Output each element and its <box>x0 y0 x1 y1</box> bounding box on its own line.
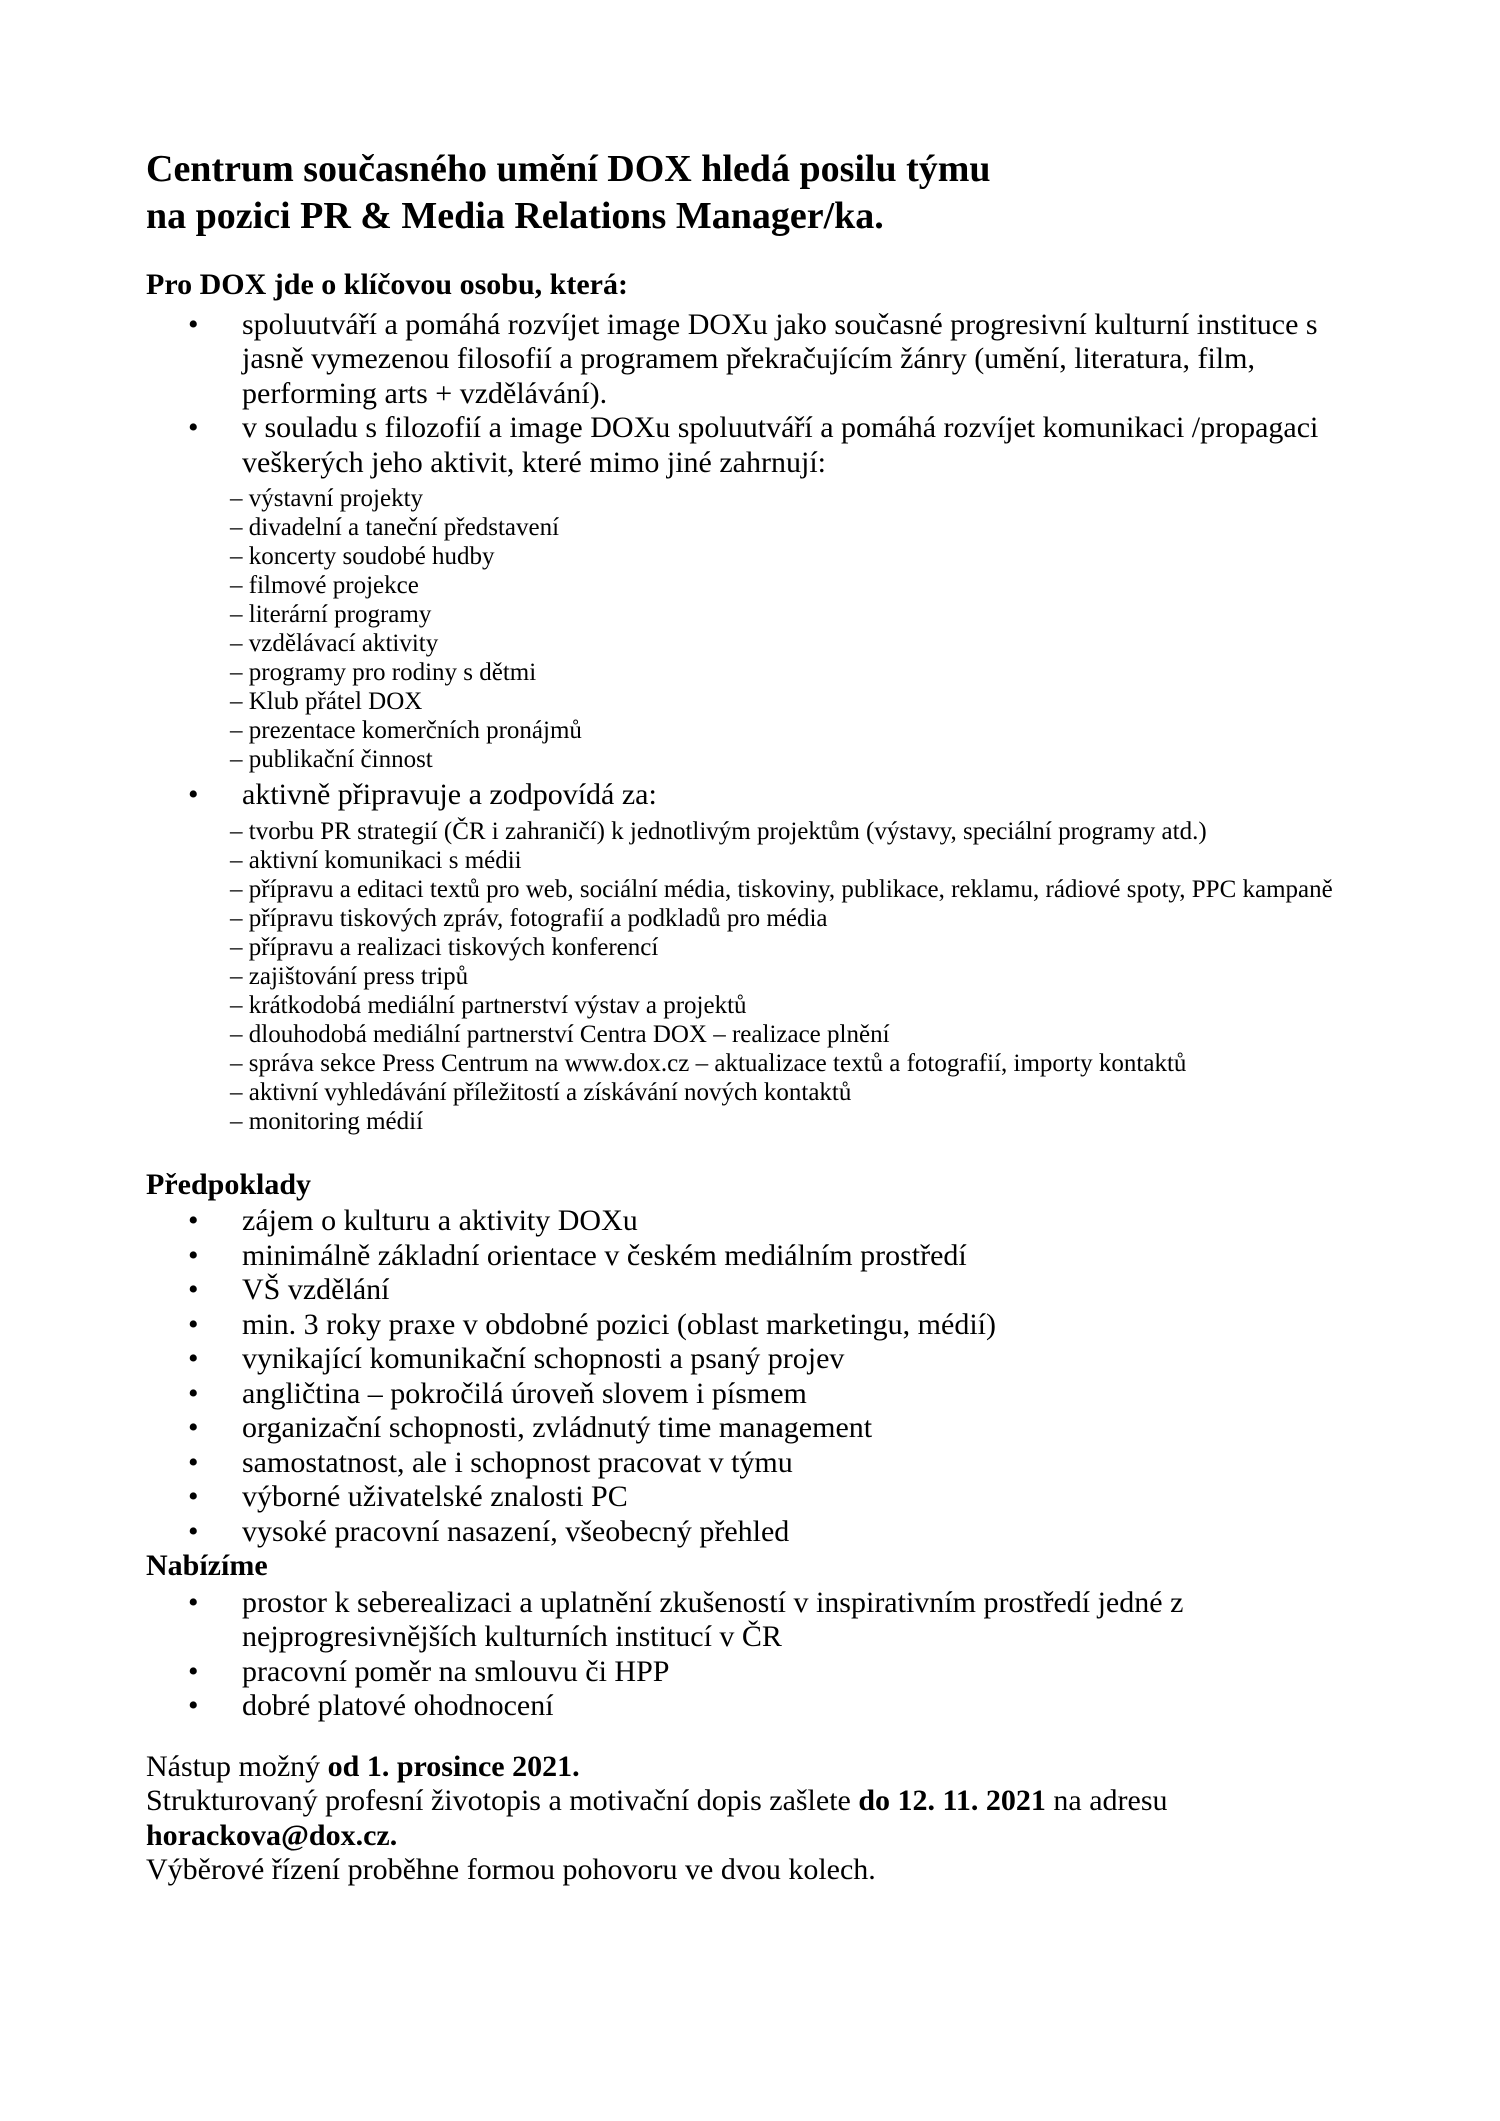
dash-item-text: prezentace komerčních pronájmů <box>248 717 582 744</box>
job-title-line1: Centrum současného umění DOX hledá posilu týmu <box>146 148 991 190</box>
bullet-marker: • <box>188 1514 199 1548</box>
list-item-text: pracovní poměr na smlouvu či HPP <box>242 1654 670 1688</box>
dash-item-text: Klub přátel DOX <box>248 688 423 715</box>
list-item-text: výborné uživatelské znalosti PC <box>242 1480 628 1513</box>
list-item <box>146 1689 1354 1724</box>
dash-sublist <box>146 817 1354 1136</box>
list-item-text: v souladu s filozofií a image DOXu spoluutváří a pomáhá rozvíjet komunikaci /propagaci veškerých jeho aktivit, které mimo jiné zahrnují: <box>242 411 1319 479</box>
bullet-marker: • <box>188 1585 199 1619</box>
dash-item-text: literární programy <box>248 601 432 628</box>
bullet-marker: • <box>188 307 199 341</box>
dash-sublist <box>146 484 1354 774</box>
closing-line <box>146 1784 1354 1819</box>
dash-item <box>146 571 1354 600</box>
job-title <box>146 146 1354 240</box>
dash-item-text: tvorbu PR strategií (ČR i zahraničí) k jednotlivým projektům (výstavy, speciální programy atd.) <box>248 817 1207 845</box>
list-item-text: min. 3 roky praxe v obdobné pozici (oblast marketingu, médií) <box>242 1307 996 1341</box>
dash-marker: – <box>230 933 243 961</box>
bullet-marker: • <box>188 1411 199 1444</box>
list-item <box>146 1377 1354 1412</box>
dash-marker: – <box>230 1078 243 1106</box>
job-title-line2: na pozici PR & Media Relations Manager/ka. <box>146 195 884 237</box>
list-item <box>146 1411 1354 1446</box>
bullet-marker: • <box>188 1689 199 1722</box>
bullet-marker: • <box>188 1654 199 1688</box>
dash-marker: – <box>230 875 243 903</box>
list-item <box>146 1480 1354 1515</box>
list-item <box>146 1515 1354 1550</box>
list-item-text: vysoké pracovní nasazení, všeobecný přehled <box>242 1514 790 1548</box>
dash-item-text: výstavní projekty <box>248 485 424 512</box>
requirements-list <box>146 1204 1354 1549</box>
dash-item <box>146 991 1354 1020</box>
dash-marker: – <box>230 543 243 570</box>
dash-item-text: monitoring médií <box>248 1107 424 1135</box>
dash-item-text: přípravu tiskových zpráv, fotografií a podkladů pro média <box>248 904 828 932</box>
offer-heading: Nabízíme <box>146 1549 268 1582</box>
dash-marker: – <box>230 817 243 845</box>
list-item <box>146 1342 1354 1377</box>
dash-marker: – <box>230 1020 243 1048</box>
list-item-text: zájem o kulturu a aktivity DOXu <box>242 1204 638 1237</box>
dash-marker: – <box>230 962 243 990</box>
dash-item <box>146 629 1354 658</box>
dash-item <box>146 513 1354 542</box>
dash-item <box>146 846 1354 875</box>
dash-item-text: vzdělávací aktivity <box>248 630 439 657</box>
dash-marker: – <box>230 717 243 744</box>
dash-marker: – <box>230 601 243 628</box>
closing-text: Nástup možný <box>146 1749 328 1783</box>
list-item <box>146 411 1354 480</box>
dash-item <box>146 1107 1354 1136</box>
bullet-marker: • <box>188 1204 199 1237</box>
dash-marker: – <box>230 904 243 932</box>
list-item <box>146 1239 1354 1274</box>
dash-item <box>146 962 1354 991</box>
dash-marker: – <box>230 688 243 715</box>
dash-marker: – <box>230 630 243 657</box>
list-item-text: samostatnost, ale i schopnost pracovat v týmu <box>242 1445 793 1479</box>
requirements-heading: Předpoklady <box>146 1167 312 1201</box>
closing-line <box>146 1853 1354 1888</box>
dash-item <box>146 1020 1354 1049</box>
dash-marker: – <box>230 846 243 874</box>
dash-item-text: filmové projekce <box>248 572 419 599</box>
dash-item-text: zajištování press tripů <box>248 962 469 990</box>
intro-heading: Pro DOX jde o klíčovou osobu, která: <box>146 268 628 301</box>
dash-item <box>146 687 1354 716</box>
dash-item <box>146 716 1354 745</box>
dash-item <box>146 875 1354 904</box>
dash-item <box>146 484 1354 513</box>
dash-marker: – <box>230 1107 243 1135</box>
dash-item <box>146 658 1354 687</box>
list-item-text: minimálně základní orientace v českém mediálním prostředí <box>242 1238 967 1272</box>
closing-text: na adresu <box>1045 1784 1168 1817</box>
closing-text: od 1. prosince 2021. <box>327 1749 580 1783</box>
list-item <box>146 1446 1354 1481</box>
dash-item-text: správa sekce Press Centrum na www.dox.cz – aktualizace textů a fotografií, importy kontaktů <box>248 1049 1187 1077</box>
email-address: horackova@dox.cz. <box>146 1818 398 1852</box>
offer-list <box>146 1586 1354 1724</box>
closing-text: do 12. 11. 2021 <box>858 1784 1046 1817</box>
dash-marker: – <box>230 746 243 773</box>
dash-item-text: dlouhodobá mediální partnerství Centra DOX – realizace plnění <box>248 1020 890 1048</box>
bullet-marker: • <box>188 778 199 811</box>
dash-item-text: divadelní a taneční představení <box>248 514 560 541</box>
dash-item <box>146 542 1354 571</box>
bullet-marker: • <box>188 1342 199 1375</box>
list-item <box>146 1204 1354 1239</box>
list-item-text: VŠ vzdělání <box>242 1273 390 1306</box>
dash-item <box>146 600 1354 629</box>
dash-item-text: koncerty soudobé hudby <box>248 543 495 570</box>
list-item <box>146 778 1354 813</box>
dash-item-text: přípravu a editaci textů pro web, sociální média, tiskoviny, publikace, reklamu, rádiové spoty, PPC kampaně <box>248 875 1333 903</box>
list-item <box>146 1655 1354 1690</box>
dash-marker: – <box>230 659 243 686</box>
closing-text: Strukturovaný profesní životopis a motivační dopis zašlete <box>146 1784 859 1817</box>
list-item-text: organizační schopnosti, zvládnutý time management <box>242 1411 873 1444</box>
list-item-text: vynikající komunikační schopnosti a psaný projev <box>242 1342 845 1375</box>
dash-item-text: krátkodobá mediální partnerství výstav a projektů <box>248 991 747 1019</box>
dash-item-text: programy pro rodiny s dětmi <box>248 659 537 686</box>
closing-text: Výběrové řízení proběhne formou pohovoru ve dvou kolech. <box>146 1853 876 1886</box>
dash-item <box>146 904 1354 933</box>
bullet-marker: • <box>188 1445 199 1479</box>
list-item <box>146 1273 1354 1308</box>
dash-marker: – <box>230 991 243 1019</box>
dash-item <box>146 1049 1354 1078</box>
bullet-marker: • <box>188 1480 199 1513</box>
intro-list <box>146 308 1354 1136</box>
list-item <box>146 308 1354 412</box>
bullet-marker: • <box>188 1307 199 1341</box>
closing-paragraph <box>146 1750 1354 1888</box>
list-item-text: dobré platové ohodnocení <box>242 1689 554 1722</box>
dash-item-text: publikační činnost <box>248 746 433 773</box>
dash-item <box>146 745 1354 774</box>
closing-line <box>146 1819 1354 1854</box>
dash-item <box>146 933 1354 962</box>
bullet-marker: • <box>188 1238 199 1272</box>
dash-item-text: aktivní komunikaci s médii <box>248 846 522 874</box>
dash-marker: – <box>230 1049 243 1077</box>
list-item-text: prostor k seberealizaci a uplatnění zkušeností v inspirativním prostředí jedné z nejprogresivnějších kulturních institucí v ČR <box>242 1585 1184 1653</box>
dash-item <box>146 1078 1354 1107</box>
closing-line <box>146 1750 1354 1785</box>
dash-item-text: přípravu a realizaci tiskových konferencí <box>248 933 659 961</box>
bullet-marker: • <box>188 1376 199 1410</box>
dash-item <box>146 817 1354 846</box>
dash-marker: – <box>230 514 243 541</box>
list-item-text: aktivně připravuje a zodpovídá za: <box>242 778 657 811</box>
dash-item-text: aktivní vyhledávání příležitostí a získávání nových kontaktů <box>248 1078 852 1106</box>
dash-marker: – <box>230 485 243 512</box>
list-item-text: angličtina – pokročilá úroveň slovem i písmem <box>242 1376 807 1410</box>
bullet-marker: • <box>188 1273 199 1306</box>
list-item <box>146 1586 1354 1655</box>
dash-marker: – <box>230 572 243 599</box>
list-item <box>146 1308 1354 1343</box>
bullet-marker: • <box>188 411 199 444</box>
list-item-text: spoluutváří a pomáhá rozvíjet image DOXu jako současné progresivní kulturní instituce s jasně vymezenou filosofií a programem překračujícím žánry (umění, literatura, film, performing arts + vzdělávání). <box>242 307 1318 410</box>
